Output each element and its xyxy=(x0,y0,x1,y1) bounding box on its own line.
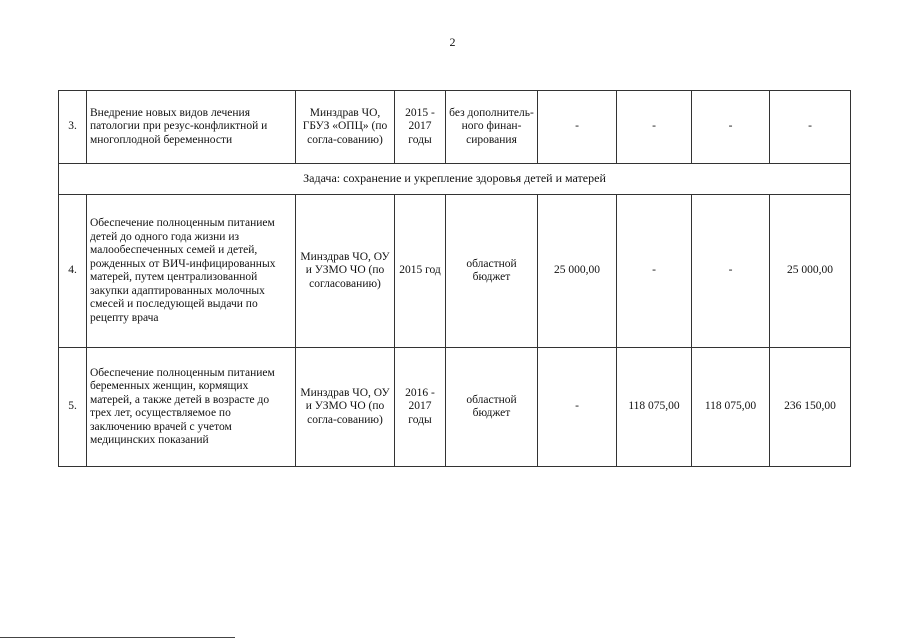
activity-name: Внедрение новых видов лечения патологии при резус-конфликтной и многоплодной беременности xyxy=(87,91,296,164)
table-row xyxy=(59,195,851,348)
amount-total-cell: 236 150,00 xyxy=(770,348,851,467)
activity-name: Обеспечение полноценным питанием беременных женщин, кормящих матерей, а также детей в возрасте до трех лет, осуществляемое по заключению врачей с учетом медицинских показаний xyxy=(87,348,296,467)
funding-source-cell: областной бюджет xyxy=(446,348,538,467)
executor-cell: Минздрав ЧО, ОУ и УЗМО ЧО (по согла-сованию) xyxy=(296,348,395,467)
task-heading: Задача: сохранение и укрепление здоровья детей и матерей xyxy=(59,164,851,195)
task-row xyxy=(59,164,851,195)
amount-total-cell: 25 000,00 xyxy=(770,195,851,348)
page-number: 2 xyxy=(449,35,456,49)
amount-2017-cell: - xyxy=(692,195,770,348)
executor-cell: Минздрав ЧО, ОУ и УЗМО ЧО (по согласованию) xyxy=(296,195,395,348)
activity-name: Обеспечение полноценным питанием детей до одного года жизни из малообеспеченных семей и детей, рожденных от ВИЧ-инфицированных матерей, путем централизованной закупки адаптированных молочных смесей и последующей выдачи по рецепту врача xyxy=(87,195,296,348)
funding-source-cell: областной бюджет xyxy=(446,195,538,348)
executor-cell: Минздрав ЧО, ГБУЗ «ОПЦ» (по согла-сованию) xyxy=(296,91,395,164)
funding-source-cell: без дополнитель-ного финан-сирования xyxy=(446,91,538,164)
amount-2015-cell: 25 000,00 xyxy=(538,195,617,348)
program-table xyxy=(58,90,851,467)
amount-2017-cell: 118 075,00 xyxy=(692,348,770,467)
amount-total-cell: - xyxy=(770,91,851,164)
period-cell: 2016 - 2017 годы xyxy=(395,348,446,467)
amount-2017-cell: - xyxy=(692,91,770,164)
amount-2016-cell: 118 075,00 xyxy=(617,348,692,467)
amount-2015-cell: - xyxy=(538,91,617,164)
row-number: 3. xyxy=(59,91,87,164)
row-number: 5. xyxy=(59,348,87,467)
footnote-divider xyxy=(0,637,235,638)
period-cell: 2015 год xyxy=(395,195,446,348)
table-row xyxy=(59,91,851,164)
table-row xyxy=(59,348,851,467)
row-number: 4. xyxy=(59,195,87,348)
amount-2016-cell: - xyxy=(617,91,692,164)
period-cell: 2015 - 2017 годы xyxy=(395,91,446,164)
amount-2016-cell: - xyxy=(617,195,692,348)
amount-2015-cell: - xyxy=(538,348,617,467)
